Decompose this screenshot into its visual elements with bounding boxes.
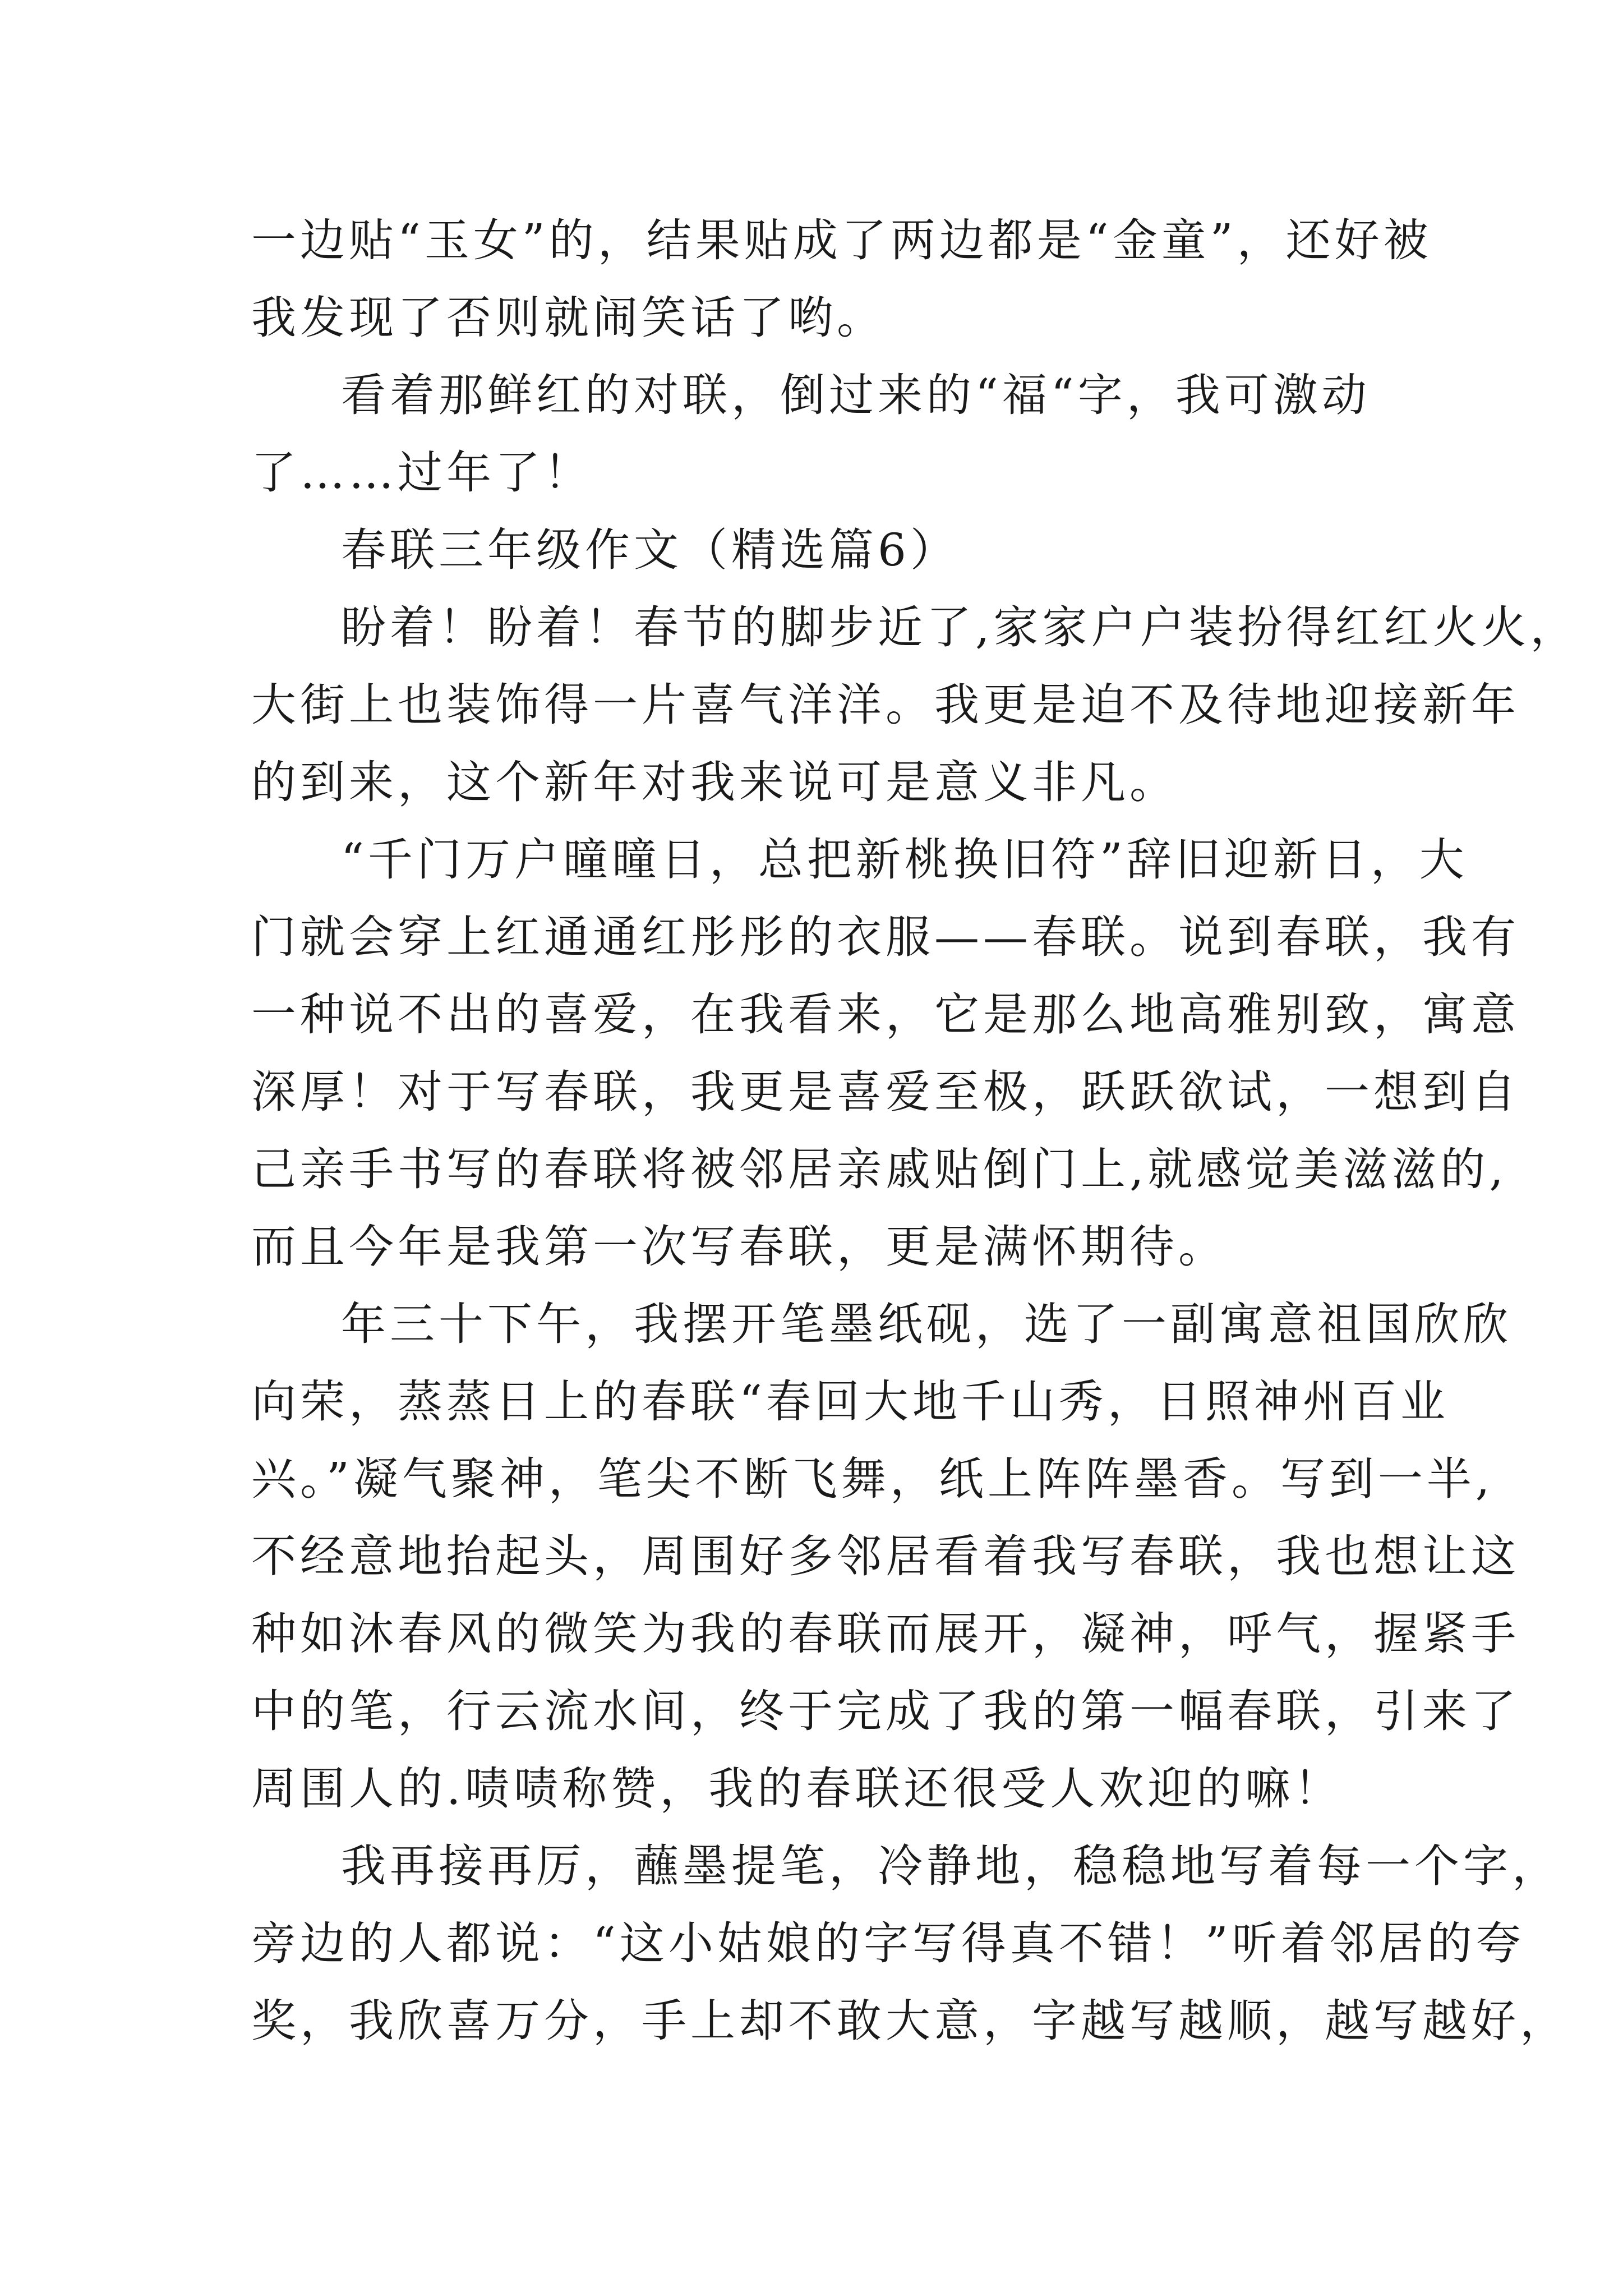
text-line: 周围人的.啧啧称赞，我的春联还很受人欢迎的嘛！ xyxy=(251,1763,1343,1815)
text-line: 我发现了否则就闹笑话了哟。 xyxy=(251,292,886,344)
text-line: 而且今年是我第一次写春联，更是满怀期待。 xyxy=(251,1221,1227,1273)
document-body xyxy=(251,202,1579,2060)
text-line: 己亲手书写的春联将被邻居亲戚贴倒门上,就感觉美滋滋的, xyxy=(251,1143,1507,1195)
text-line: 一边贴“玉女”的，结果贴成了两边都是“金童”，还好被 xyxy=(251,214,1432,266)
text-line: 奖，我欣喜万分，手上却不敢大意，字越写越顺，越写越好， xyxy=(251,1995,1569,2047)
text-line: 深厚！对于写春联，我更是喜爱至极，跃跃欲试，一想到自 xyxy=(251,1066,1520,1118)
text-line: 大街上也装饰得一片喜气洋洋。我更是迫不及待地迎接新年 xyxy=(251,679,1520,731)
text-line: 兴。”凝气聚神，笔尖不断飞舞，纸上阵阵墨香。写到一半, xyxy=(251,1453,1494,1505)
paragraph-start-line: 看着那鲜红的对联，倒过来的“福“字，我可激动 xyxy=(341,369,1371,421)
text-line: 门就会穿上红通通红彤彤的衣服——春联。说到春联，我有 xyxy=(251,911,1520,963)
text-line: 不经意地抬起头，周围好多邻居看着我写春联，我也想让这 xyxy=(251,1530,1520,1582)
text-line: 旁边的人都说：“这小姑娘的字写得真不错！”听着邻居的夸 xyxy=(251,1917,1525,1970)
section-title: 春联三年级作文（精选篇6） xyxy=(341,524,959,576)
text-line: 的到来，这个新年对我来说可是意义非凡。 xyxy=(251,756,1178,808)
paragraph-start-line: 盼着！盼着！春节的脚步近了,家家户户装扮得红红火火， xyxy=(341,601,1579,654)
text-line: 向荣，蒸蒸日上的春联“春回大地千山秀，日照神州百业 xyxy=(251,1375,1449,1428)
text-line: 一种说不出的喜爱，在我看来，它是那么地高雅别致，寓意 xyxy=(251,988,1520,1041)
text-line: 中的笔，行云流水间，终于完成了我的第一幅春联，引来了 xyxy=(251,1685,1520,1737)
paragraph-start-line: 年三十下午，我摆开笔墨纸砚，选了一副寓意祖国欣欣 xyxy=(341,1298,1512,1350)
text-line: 了……过年了！ xyxy=(251,447,593,499)
paragraph-start-line: “千门万户曈曈日，总把新桃换旧符”辞旧迎新日，大 xyxy=(341,834,1468,886)
paragraph-start-line: 我再接再厉，蘸墨提笔，冷静地，稳稳地写着每一个字， xyxy=(341,1840,1561,1892)
text-line: 种如沐春风的微笑为我的春联而展开，凝神，呼气，握紧手 xyxy=(251,1608,1520,1660)
